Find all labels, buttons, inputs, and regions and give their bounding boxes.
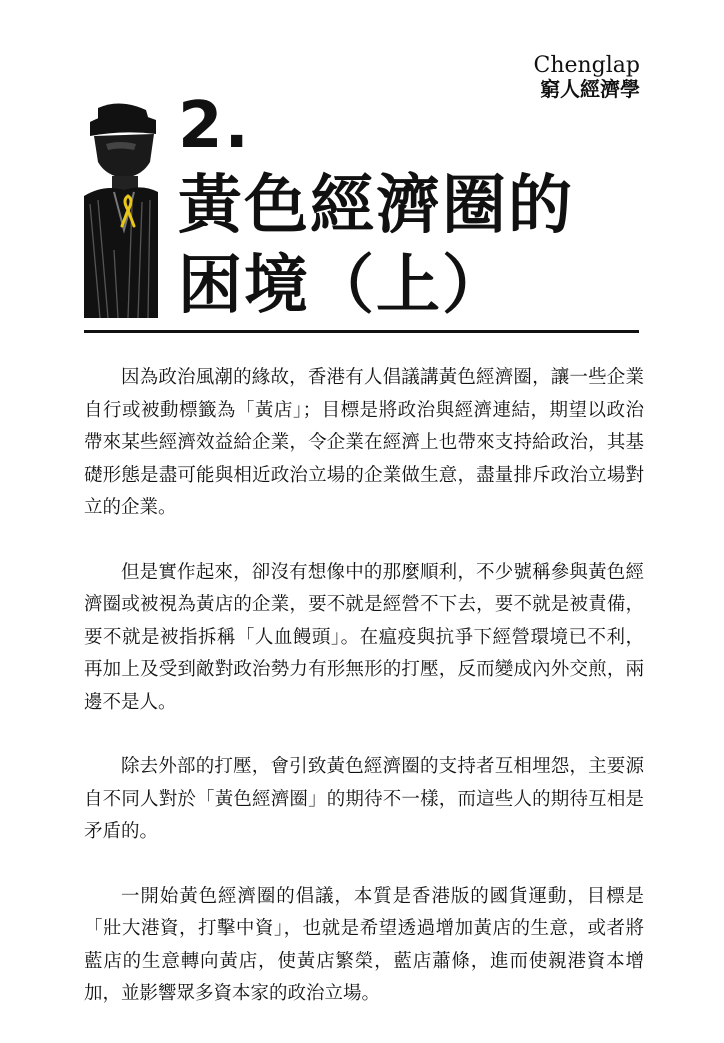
- brand-name-en: Chenglap: [533, 53, 640, 78]
- paragraph: 一開始黃色經濟圈的倡議，本質是香港版的國貨運動，目標是「壯大港資，打擊中資」，也就是希望透過增加黃店的生意，或者將藍店的生意轉向黃店，使黃店繁榮，藍店蕭條，進而使親港資本增加，並影響眾多資本家的政治立場。: [84, 885, 644, 1004]
- paragraph: 除去外部的打壓，會引致黃色經濟圈的支持者互相埋怨，主要源自不同人對於「黃色經濟圈」的期待不一樣，而這些人的期待互相是矛盾的。: [84, 756, 644, 842]
- chapter-title-line-1: 黃色經濟圈的: [178, 168, 574, 243]
- chapter-number: 2.: [178, 89, 251, 163]
- chapter-title-line-2: 困境（上）: [178, 248, 508, 323]
- title-divider: [84, 330, 639, 333]
- paragraph: 因為政治風潮的緣故，香港有人倡議講黃色經濟圈，讓一些企業自行或被動標籤為「黃店」；目標是將政治與經濟連結，期望以政治帶來某些經濟效益給企業，令企業在經濟上也帶來支持給政治，其基礎形態是盡可能與相近政治立場的企業做生意，盡量排斥政治立場對立的企業。: [84, 367, 644, 518]
- chapter-title: [178, 166, 648, 326]
- article-body: [84, 362, 644, 1043]
- paragraph: 但是實作起來，卻沒有想像中的那麼順利，不少號稱參與黃色經濟圈或被視為黃店的企業，要不就是經營不下去，要不就是被責備，要不就是被指拆稱「人血饅頭」。在瘟疫與抗爭下經營環境已不利，再加上及受到敵對政治勢力有形無形的打壓，反而變成內外交煎，兩邊不是人。: [84, 561, 644, 713]
- portrait-with-ribbon-icon: [84, 100, 158, 318]
- brand-logo: [533, 54, 640, 100]
- brand-name-zh: 窮人經濟學: [540, 77, 640, 101]
